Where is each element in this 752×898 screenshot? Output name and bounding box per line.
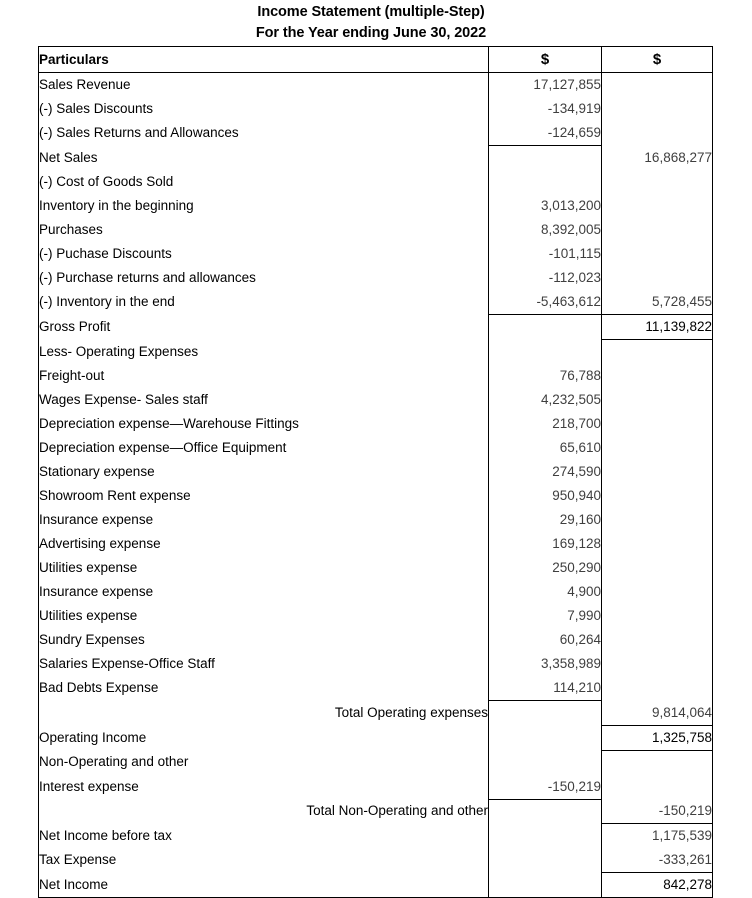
row-amount-a [489, 146, 602, 171]
row-label: Net Income before tax [39, 824, 489, 849]
table-row [39, 364, 713, 388]
table-header-row [39, 47, 713, 73]
table-row [39, 532, 713, 556]
table-row [39, 315, 713, 340]
row-label: (-) Inventory in the end [39, 290, 489, 315]
row-label: Total Operating expenses [39, 701, 489, 726]
row-amount-b [602, 508, 713, 532]
table-row [39, 873, 713, 898]
row-label: Depreciation expense—Warehouse Fittings [39, 412, 489, 436]
row-amount-b [602, 436, 713, 460]
table-row [39, 848, 713, 873]
row-label: Showroom Rent expense [39, 484, 489, 508]
row-amount-b [602, 121, 713, 146]
row-amount-b: 1,175,539 [602, 824, 713, 849]
table-row [39, 484, 713, 508]
table-row [39, 508, 713, 532]
row-amount-b: 1,325,758 [602, 725, 713, 750]
row-amount-b [602, 218, 713, 242]
row-label: (-) Sales Discounts [39, 97, 489, 121]
row-amount-b [602, 460, 713, 484]
table-row [39, 121, 713, 146]
row-amount-b [602, 170, 713, 194]
table-row [39, 340, 713, 365]
column-header-particulars: Particulars [39, 47, 489, 73]
table-row [39, 750, 713, 775]
table-row [39, 97, 713, 121]
table-row [39, 460, 713, 484]
page-title: Income Statement (multiple-Step) [257, 4, 485, 20]
row-amount-b [602, 266, 713, 290]
income-statement-table [38, 46, 713, 898]
column-header-amount-a: $ [489, 47, 602, 73]
row-amount-a: 3,358,989 [489, 652, 602, 676]
row-label: (-) Purchase returns and allowances [39, 266, 489, 290]
row-label: Utilities expense [39, 604, 489, 628]
row-amount-b [602, 340, 713, 365]
row-amount-a: 60,264 [489, 628, 602, 652]
table-row [39, 824, 713, 849]
row-amount-a: 274,590 [489, 460, 602, 484]
row-amount-b [602, 484, 713, 508]
table-row [39, 73, 713, 98]
row-label: Salaries Expense-Office Staff [39, 652, 489, 676]
row-amount-b: 5,728,455 [602, 290, 713, 315]
row-amount-a: 218,700 [489, 412, 602, 436]
row-amount-a: 950,940 [489, 484, 602, 508]
row-amount-a [489, 848, 602, 873]
table-row [39, 556, 713, 580]
table-row [39, 436, 713, 460]
table-row [39, 290, 713, 315]
table-row [39, 604, 713, 628]
row-amount-a: 7,990 [489, 604, 602, 628]
row-amount-a [489, 750, 602, 775]
row-amount-b [602, 364, 713, 388]
row-amount-a [489, 170, 602, 194]
table-row [39, 628, 713, 652]
table-row [39, 775, 713, 800]
row-amount-b [602, 750, 713, 775]
row-amount-b: 9,814,064 [602, 701, 713, 726]
row-label: (-) Sales Returns and Allowances [39, 121, 489, 146]
row-amount-b [602, 194, 713, 218]
row-amount-a: -5,463,612 [489, 290, 602, 315]
table-row [39, 218, 713, 242]
row-label: Tax Expense [39, 848, 489, 873]
row-label: Sales Revenue [39, 73, 489, 98]
row-label: Insurance expense [39, 580, 489, 604]
row-amount-b [602, 556, 713, 580]
row-amount-b: -333,261 [602, 848, 713, 873]
row-amount-a: 8,392,005 [489, 218, 602, 242]
row-amount-a [489, 873, 602, 898]
row-label: Non-Operating and other [39, 750, 489, 775]
table-row [39, 194, 713, 218]
row-label: Purchases [39, 218, 489, 242]
row-amount-b [602, 73, 713, 98]
row-label: Less- Operating Expenses [39, 340, 489, 365]
row-label: Gross Profit [39, 315, 489, 340]
row-amount-a: 65,610 [489, 436, 602, 460]
row-amount-b [602, 652, 713, 676]
row-label: (-) Puchase Discounts [39, 242, 489, 266]
table-row [39, 725, 713, 750]
row-amount-a: -112,023 [489, 266, 602, 290]
row-amount-a: 17,127,855 [489, 73, 602, 98]
row-amount-b: 842,278 [602, 873, 713, 898]
table-row [39, 146, 713, 171]
table-row [39, 580, 713, 604]
row-label: Advertising expense [39, 532, 489, 556]
row-label: Interest expense [39, 775, 489, 800]
row-amount-a: 4,232,505 [489, 388, 602, 412]
table-row [39, 652, 713, 676]
row-amount-a: -124,659 [489, 121, 602, 146]
row-amount-b [602, 388, 713, 412]
row-amount-b [602, 628, 713, 652]
row-label: Total Non-Operating and other [39, 799, 489, 824]
table-row [39, 676, 713, 701]
row-amount-a: -150,219 [489, 775, 602, 800]
row-amount-a [489, 725, 602, 750]
row-amount-b: -150,219 [602, 799, 713, 824]
row-label: Insurance expense [39, 508, 489, 532]
row-amount-b: 11,139,822 [602, 315, 713, 340]
table-row [39, 242, 713, 266]
row-label: Net Income [39, 873, 489, 898]
row-label: Utilities expense [39, 556, 489, 580]
row-amount-a: 76,788 [489, 364, 602, 388]
table-row [39, 266, 713, 290]
row-label: Net Sales [39, 146, 489, 171]
row-amount-b [602, 97, 713, 121]
row-amount-b [602, 580, 713, 604]
row-label: Depreciation expense—Office Equipment [39, 436, 489, 460]
row-amount-b [602, 412, 713, 436]
row-amount-a: -101,115 [489, 242, 602, 266]
row-amount-a [489, 799, 602, 824]
row-amount-a: 3,013,200 [489, 194, 602, 218]
row-label: Freight-out [39, 364, 489, 388]
table-body [39, 73, 713, 898]
row-amount-a: 250,290 [489, 556, 602, 580]
table-row [39, 701, 713, 726]
table-row [39, 170, 713, 194]
row-label: Bad Debts Expense [39, 676, 489, 701]
row-amount-b [602, 604, 713, 628]
row-amount-a [489, 315, 602, 340]
row-amount-b [602, 676, 713, 701]
row-label: (-) Cost of Goods Sold [39, 170, 489, 194]
row-amount-a: 169,128 [489, 532, 602, 556]
row-amount-b [602, 532, 713, 556]
row-amount-a: 114,210 [489, 676, 602, 701]
row-label: Wages Expense- Sales staff [39, 388, 489, 412]
row-amount-a: -134,919 [489, 97, 602, 121]
row-amount-b: 16,868,277 [602, 146, 713, 171]
row-label: Operating Income [39, 725, 489, 750]
row-amount-a [489, 824, 602, 849]
row-amount-a: 4,900 [489, 580, 602, 604]
table-row [39, 388, 713, 412]
table-row [39, 799, 713, 824]
row-label: Sundry Expenses [39, 628, 489, 652]
column-header-amount-b: $ [602, 47, 713, 73]
document-titles [0, 0, 752, 44]
page-subtitle: For the Year ending June 30, 2022 [255, 25, 487, 41]
row-amount-a: 29,160 [489, 508, 602, 532]
row-amount-a [489, 701, 602, 726]
table-row [39, 412, 713, 436]
row-label: Stationary expense [39, 460, 489, 484]
row-label: Inventory in the beginning [39, 194, 489, 218]
row-amount-b [602, 775, 713, 800]
row-amount-b [602, 242, 713, 266]
row-amount-a [489, 340, 602, 365]
